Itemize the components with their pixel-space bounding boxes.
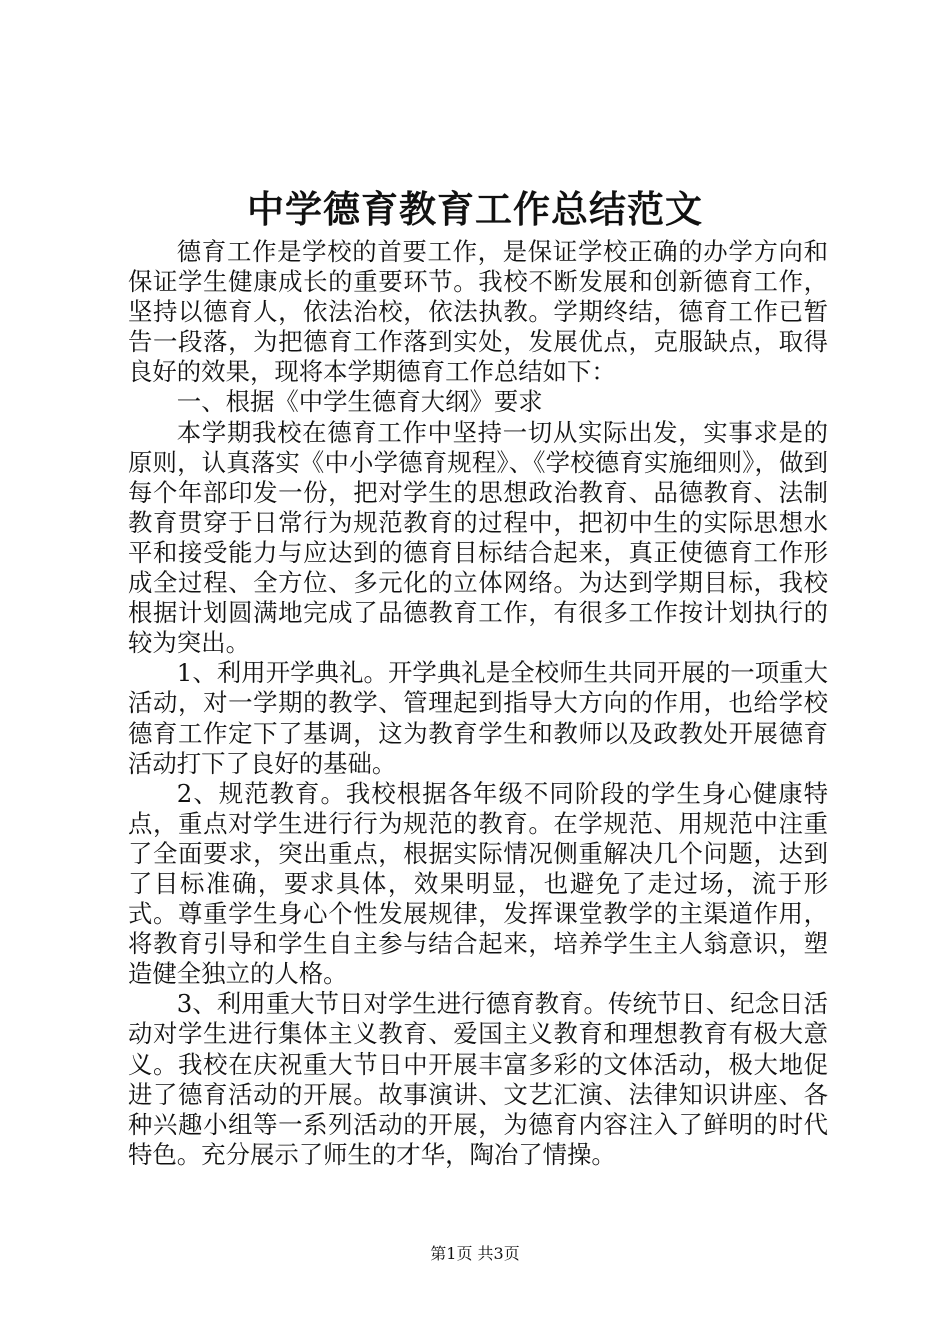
paragraph-section-1: 本学期我校在德育工作中坚持一切从实际出发，实事求是的原则，认真落实《中小学德育规程》、《学校德育实施细则》，做到每个年部印发一份，把对学生的思想政治教育、品德教育、法制教育贯穿于日常行为规范教育的过程中，把初中生的实际思想水平和接受能力与应达到的德育目标结合起来，真正使德育工作形成全过程、全方位、多元化的立体网络。为达到学期目标，我校根据计划圆满地完成了品德教育工作，有很多工作按计划执行的较为突出。 — [128, 417, 828, 658]
paragraph-item-1: 1、利用开学典礼。开学典礼是全校师生共同开展的一项重大活动，对一学期的教学、管理起到指导大方向的作用，也给学校德育工作定下了基调，这为教育学生和教师以及政教处开展德育活动打下了良好的基础。 — [128, 658, 828, 778]
page-number-footer: 第1页 共3页 — [430, 1244, 520, 1263]
document-title: 中学德育教育工作总结范文 — [247, 187, 703, 231]
section-heading-1: 一、根据《中学生德育大纲》要求 — [176, 387, 543, 417]
paragraph-intro: 德育工作是学校的首要工作，是保证学校正确的办学方向和保证学生健康成长的重要环节。我校不断发展和创新德育工作，坚持以德育人，依法治校，依法执教。学期终结，德育工作已暂告一段落，为把德育工作落到实处，发展优点，克服缺点，取得良好的效果，现将本学期德育工作总结如下： — [128, 237, 828, 387]
document-body — [128, 237, 828, 1170]
paragraph-item-2: 2、规范教育。我校根据各年级不同阶段的学生身心健康特点，重点对学生进行行为规范的教育。在学规范、用规范中注重了全面要求，突出重点，根据实际情况侧重解决几个问题，达到了目标准确，要求具体，效果明显，也避免了走过场，流于形式。尊重学生身心个性发展规律，发挥课堂教学的主渠道作用，将教育引导和学生自主参与结合起来，培养学生主人翁意识，塑造健全独立的人格。 — [128, 778, 828, 989]
paragraph-item-3: 3、利用重大节日对学生进行德育教育。传统节日、纪念日活动对学生进行集体主义教育、爱国主义教育和理想教育有极大意义。我校在庆祝重大节日中开展丰富多彩的文体活动，极大地促进了德育活动的开展。故事演讲、文艺汇演、法律知识讲座、各种兴趣小组等一系列活动的开展，为德育内容注入了鲜明的时代特色。充分展示了师生的才华，陶冶了情操。 — [128, 989, 828, 1169]
